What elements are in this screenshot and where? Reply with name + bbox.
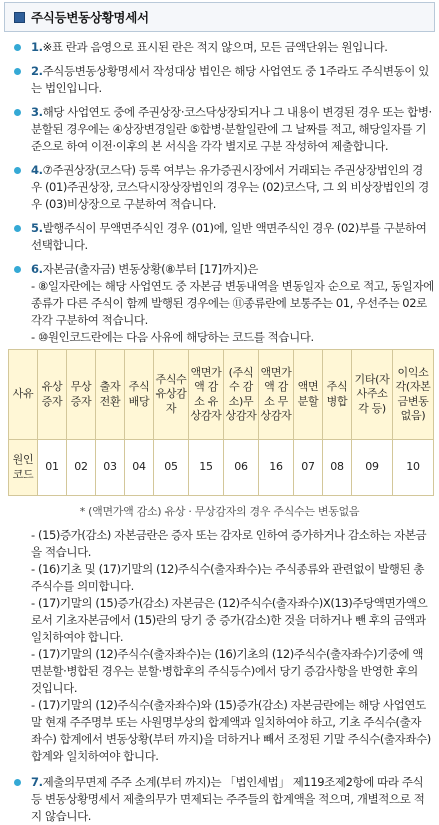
reason-row-label: 사유 [9, 350, 38, 440]
item-text: ⑦주권상장(코스닥) 등록 여부는 유가증권시장에서 거래되는 주권상장법인의 경우 (01)주권상장, 코스닥시장상장법인의 경우는 (02)코스닥, 그 외 비상장법인의 경우 (03)비상장으로 구분하여 적습니다. [31, 163, 429, 211]
reason-cell: 주식병합 [323, 350, 352, 440]
reason-cell: (주식수 감소)무상감자 [224, 350, 259, 440]
reason-cell: 출자전환 [96, 350, 125, 440]
dot-bullet-icon [14, 109, 21, 116]
table-note: * (액면가액 감소) 유상 · 무상감자의 경우 주식수는 변동없음 [79, 505, 360, 518]
code-cell: 05 [154, 440, 189, 496]
item-number: 5. [31, 221, 43, 235]
item-number: 4. [31, 163, 43, 177]
reason-cell: 액면분할 [294, 350, 323, 440]
code-cell: 07 [294, 440, 323, 496]
item-text: 제출의무면제 주주 소계(부터 까지)는 「법인세법」 제119조제2항에 따라 주식등 변동상황명세서 제출의무가 면제되는 주주들의 합계액을 적으며, 개별적으로 적지 않습니다. [31, 775, 425, 823]
code-cell: 15 [189, 440, 224, 496]
dot-bullet-icon [14, 779, 21, 786]
list-item-6 [4, 261, 435, 278]
code-cell: 09 [352, 440, 393, 496]
item-text: 발행주식이 무액면주식인 경우 (01)에, 일반 액면주식인 경우 (02)부를 구분하여 선택합니다. [31, 221, 427, 252]
item-number: 7. [31, 775, 43, 789]
dash-note-5: - (17)기말의 (12)주식수(출자좌수)와 (15)증가(감소) 자본금란에는 해당 사업연도말 현재 주주명부 또는 사원명부상의 합계액과 일치하여야 하고, 기초 주식수(출자좌수) 합계에서 변동상황(부터 까지)을 더하거나 빼서 조정된 기말 주식수(출자좌수) 합계와 일치하여야 합니다. [31, 698, 431, 763]
item-number: 6. [31, 262, 43, 276]
reason-cell: 이익소각(자본금변동없음) [393, 350, 434, 440]
item6-sub-1: - ⑧일자란에는 해당 사업연도 중 자본금 변동내역을 변동일자 순으로 적고, 동일자에 종류가 다른 주식이 함께 발행된 경우에는 ⑪종류란에 보통주는 01, 우선주는 02로 각각 구분하여 적습니다. [31, 279, 434, 327]
code-cell: 06 [224, 440, 259, 496]
reason-cell: 액면가액 감소 유상감자 [189, 350, 224, 440]
section-header [4, 2, 435, 32]
reason-row [9, 350, 434, 440]
code-cell: 04 [125, 440, 154, 496]
list-item-4 [4, 162, 435, 213]
dot-bullet-icon [14, 68, 21, 75]
reason-cell: 유상증자 [38, 350, 67, 440]
reason-cell: 주식수 유상감자 [154, 350, 189, 440]
list-item-7 [4, 774, 435, 825]
code-row-label: 원인코드 [9, 440, 38, 496]
code-cell: 03 [96, 440, 125, 496]
item-text: 주식등변동상황명세서 작성대상 법인은 해당 사업연도 중 1주라도 주식변동이 있는 법인입니다. [31, 64, 429, 95]
item-number: 1. [31, 40, 43, 54]
dash-note-2: - (16)기초 및 (17)기말의 (12)주식수(출자좌수)는 주식종류와 관련없이 발행된 총주식수를 의미합니다. [31, 562, 425, 593]
dash-note-4: - (17)기말의 (12)주식수(출자좌수)는 (16)기초의 (12)주식수(출자좌수)기중에 액면분할·병합된 경우는 분할·병합후의 주식등수)에서 당기 증감사항을 반영한 후의 것입니다. [31, 647, 424, 695]
dash-note-1: - (15)증가(감소) 자본금란은 증자 또는 감자로 인하여 증가하거나 감소하는 자본금을 적습니다. [31, 528, 427, 559]
dot-bullet-icon [14, 266, 21, 273]
item-text: 해당 사업연도 중에 주권상장·코스닥상장되거나 그 내용이 변경된 경우 또는 합병·분할된 경우에는 ④상장변경일란 ⑤합병·분할일란에 그 날짜를 적고, 해당일자를 기준으로 하여 이전·이후의 본 서식을 각각 별지로 구분 작성하여 제출합니다. [31, 105, 432, 153]
square-bullet-icon [14, 12, 25, 23]
list-item-3 [4, 104, 435, 155]
reason-cell: 무상증자 [67, 350, 96, 440]
dot-bullet-icon [14, 44, 21, 51]
dash-note-3: - (17)기말의 (15)증가(감소) 자본금은 (12)주식수(출자좌수)X(13)주당액면가액으로서 기초자본금에서 (15)란의 당기 중 증가(감소)한 것을 더하거나 뺀 후의 금액과 일치하여야 합니다. [31, 596, 428, 644]
code-cell: 01 [38, 440, 67, 496]
reason-cell: 주식배당 [125, 350, 154, 440]
item6-sub-2: - ⑩원인코드란에는 다음 사유에 해당하는 코드를 적습니다. [31, 330, 314, 344]
code-row [9, 440, 434, 496]
page-title: 주식등변동상황명세서 [31, 10, 149, 25]
list-item-1 [4, 39, 435, 56]
item-text: 자본금(출자금) 변동상황(⑧부터 [17]까지)은 [42, 262, 258, 276]
item-text: ※표 란과 음영으로 표시된 란은 적지 않으며, 모든 금액단위는 원입니다. [42, 40, 388, 54]
list-item-2 [4, 63, 435, 97]
code-cell: 02 [67, 440, 96, 496]
reason-cell: 액면가액 감소 무상감자 [259, 350, 294, 440]
dot-bullet-icon [14, 167, 21, 174]
guide-page [4, 2, 435, 825]
code-cell: 10 [393, 440, 434, 496]
dot-bullet-icon [14, 225, 21, 232]
reason-code-table [8, 349, 434, 496]
code-cell: 16 [259, 440, 294, 496]
item-number: 3. [31, 105, 43, 119]
reason-cell: 기타(자사주소각 등) [352, 350, 393, 440]
item-number: 2. [31, 64, 43, 78]
list-item-5 [4, 220, 435, 254]
code-cell: 08 [323, 440, 352, 496]
